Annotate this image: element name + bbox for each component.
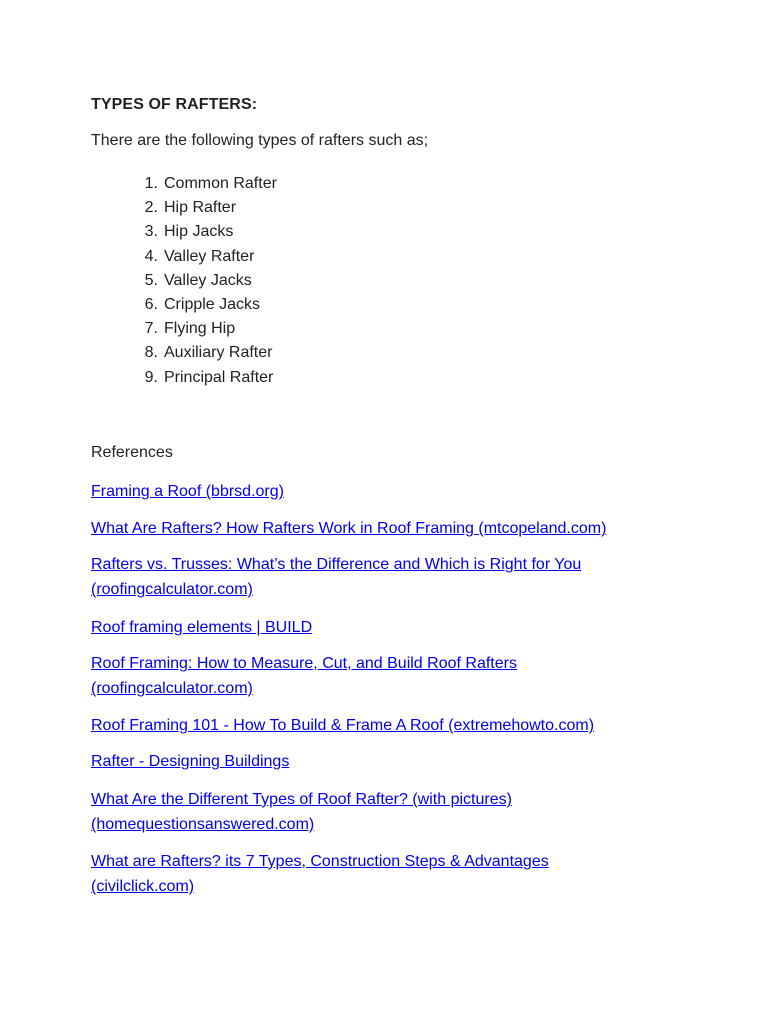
list-number: 3. — [144, 223, 158, 241]
list-number: 2. — [144, 199, 158, 217]
reference-link-text: (roofingcalculator.com) — [91, 581, 253, 598]
list-item — [91, 317, 277, 341]
list-item — [91, 220, 277, 244]
reference-link-build[interactable] — [91, 615, 731, 640]
list-number: 9. — [144, 368, 158, 386]
list-number: 7. — [144, 320, 158, 338]
list-item — [91, 269, 277, 293]
list-label: Common Rafter — [164, 175, 277, 192]
reference-link-civilclick[interactable] — [91, 849, 731, 899]
list-item — [91, 245, 277, 269]
list-label: Hip Rafter — [164, 199, 237, 217]
reference-link-text: (roofingcalculator.com) — [91, 680, 253, 697]
reference-link-text: Roof Framing: How to Measure, Cut, and Build Roof Rafters — [91, 655, 517, 672]
list-label: Cripple Jacks — [164, 295, 261, 313]
reference-link-text: Rafter - Designing Buildings — [91, 753, 290, 770]
list-label: Valley Rafter — [164, 247, 255, 265]
reference-link-extremehowto[interactable] — [91, 713, 731, 738]
rafter-types-list — [91, 172, 277, 390]
list-label: Flying Hip — [164, 320, 236, 338]
list-label: Auxiliary Rafter — [164, 344, 273, 362]
reference-link-text: What Are the Different Types of Roof Rafter? (with pictures) — [91, 791, 512, 808]
intro-paragraph: There are the following types of rafters such as; — [91, 132, 429, 149]
list-number: 4. — [144, 247, 158, 265]
list-item — [91, 172, 277, 196]
list-label: Valley Jacks — [164, 271, 252, 289]
list-number: 5. — [144, 271, 158, 289]
list-number: 8. — [144, 344, 158, 362]
reference-link-text: What Are Rafters? How Rafters Work in Roof Framing (mtcopeland.com) — [91, 520, 607, 537]
list-number: 6. — [144, 295, 158, 313]
reference-link-text: Framing a Roof (bbrsd.org) — [91, 483, 284, 500]
reference-link-homequestions[interactable] — [91, 787, 731, 837]
reference-link-text: (civilclick.com) — [91, 878, 195, 895]
reference-link-rafters-vs-trusses[interactable] — [91, 552, 731, 602]
list-label: Principal Rafter — [164, 368, 274, 386]
list-item — [91, 366, 277, 390]
list-label: Hip Jacks — [164, 223, 234, 241]
list-item — [91, 196, 277, 220]
reference-link-designing-buildings[interactable] — [91, 749, 731, 774]
reference-link-bbrsd[interactable] — [91, 479, 731, 504]
reference-link-text: Roof framing elements | BUILD — [91, 619, 313, 636]
reference-link-roof-framing-measure[interactable] — [91, 651, 731, 701]
reference-link-mtcopeland[interactable] — [91, 516, 731, 541]
reference-link-text: Roof Framing 101 - How To Build & Frame A Roof (extremehowto.com) — [91, 717, 595, 734]
reference-link-text: Rafters vs. Trusses: What’s the Difference and Which is Right for You — [91, 556, 582, 573]
reference-link-text: What are Rafters? its 7 Types, Construction Steps & Advantages — [91, 853, 549, 870]
section-heading: TYPES OF RAFTERS: — [91, 96, 258, 113]
list-item — [91, 293, 277, 317]
list-item — [91, 341, 277, 365]
reference-link-text: (homequestionsanswered.com) — [91, 816, 315, 833]
list-number: 1. — [144, 175, 158, 192]
references-heading: References — [91, 444, 173, 461]
